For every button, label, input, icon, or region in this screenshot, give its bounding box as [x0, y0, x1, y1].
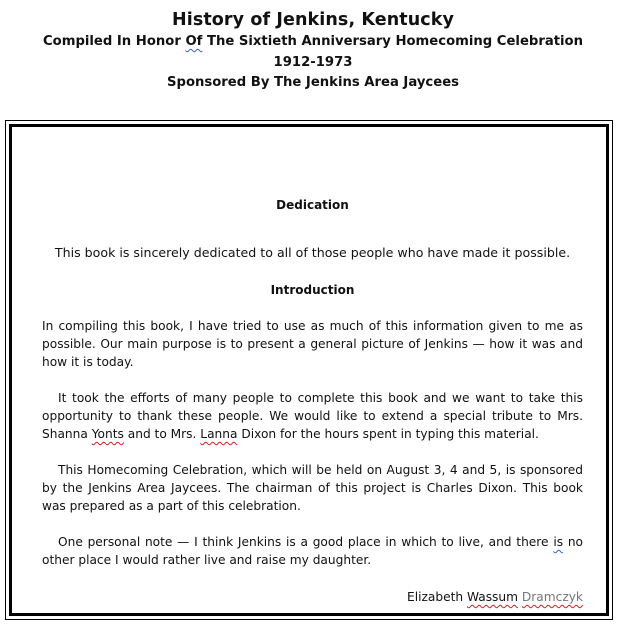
- p4-text-b: no other place I would rather live and raise my daughter.: [42, 535, 583, 567]
- document-body: [42, 196, 583, 606]
- dedication-heading: Dedication: [276, 198, 349, 212]
- p2-text-a: It took the efforts of many people to complete this book and we want to take this opportunity to thank these people. We would like to extend a special tribute to Mrs. Shanna: [42, 391, 583, 441]
- p2-name-lanna: Lanna: [200, 427, 238, 441]
- intro-paragraph-1: In compiling this book, I have tried to use as much of this information given to me as possible. Our main purpose is to present a general picture of Jenkins — how it was and how it is today.: [42, 319, 583, 369]
- subtitle-end: The Sixtieth Anniversary Homecoming Celebration: [202, 34, 584, 49]
- document-subtitle: [0, 32, 626, 53]
- author-signature: [42, 588, 583, 606]
- intro-paragraph-3: This Homecoming Celebration, which will be held on August 3, 4 and 5, is sponsored by the Jenkins Area Jaycees. The chairman of this project is Charles Dixon. This book was prepared as a part of this celebration.: [42, 463, 583, 513]
- subtitle-start: Compiled In Honor: [42, 34, 186, 49]
- p4-word-is: is: [553, 535, 564, 549]
- document-header: [0, 8, 626, 94]
- signature-last-name: Dramczyk: [521, 590, 583, 604]
- intro-paragraph-4: [42, 533, 583, 569]
- document-title: History of Jenkins, Kentucky: [171, 10, 455, 30]
- document-years: 1912-1973: [273, 54, 353, 70]
- signature-first-name: Elizabeth: [407, 590, 467, 604]
- p2-text-c: Dixon for the hours spent in typing this material.: [237, 427, 539, 441]
- subtitle-of-word: Of: [185, 34, 203, 49]
- document-sponsor: Sponsored By The Jenkins Area Jaycees: [167, 75, 459, 90]
- introduction-heading: Introduction: [270, 283, 355, 297]
- dedication-text: This book is sincerely dedicated to all of those people who have made it possible.: [54, 245, 571, 260]
- p2-name-yonts: Yonts: [91, 427, 124, 441]
- p4-text-a: One personal note — I think Jenkins is a good place in which to live, and there: [58, 535, 554, 549]
- p2-text-b: and to Mrs.: [123, 427, 201, 441]
- intro-paragraph-2: [42, 389, 583, 443]
- signature-middle-name: Wassum: [466, 590, 519, 604]
